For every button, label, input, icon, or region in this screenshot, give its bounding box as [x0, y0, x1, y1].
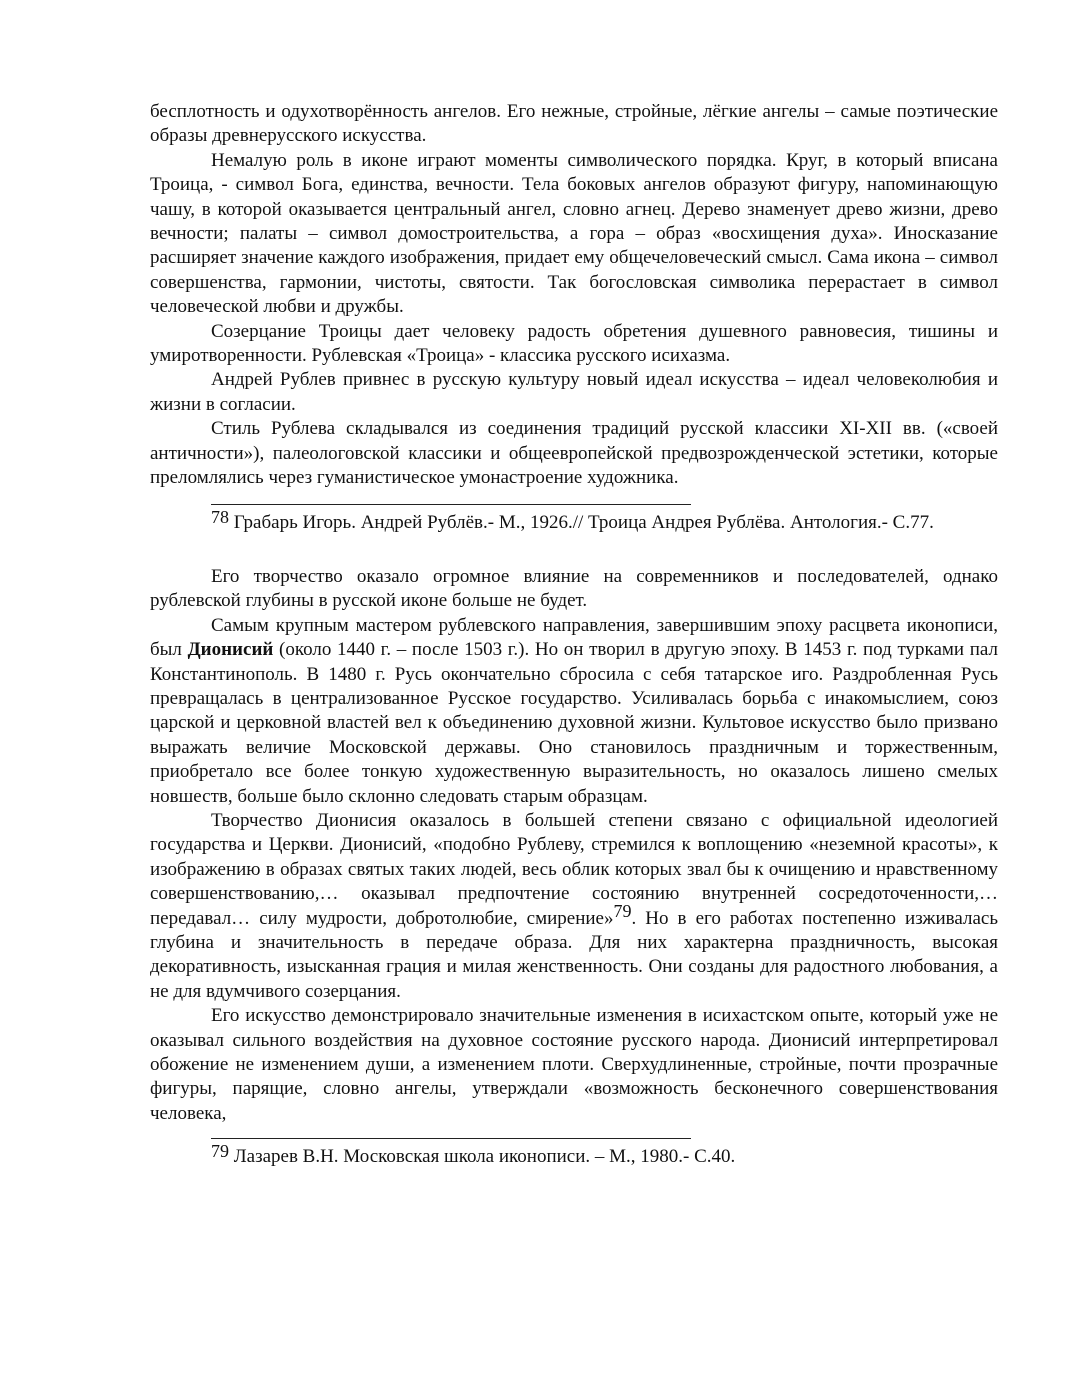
footnote-text: Грабарь Игорь. Андрей Рублёв.- М., 1926.// Троица Андрея Рублёва. Антология.- С.77.	[229, 511, 934, 533]
footnote-separator	[211, 1138, 691, 1139]
footnote-separator	[211, 504, 691, 505]
paragraph-angels: бесплотность и одухотворённость ангелов. Его нежные, стройные, лёгкие ангелы – самые поэтические образы древнерусского искусства.	[150, 101, 998, 147]
footnote-79	[150, 1141, 998, 1169]
paragraph-contemplation: Созерцание Троицы дает человеку радость обретения душевного равновесия, тишины и умиротворенности. Рублевская «Троица» - классика русского исихазма.	[150, 320, 998, 367]
footnote-reference: 79	[613, 900, 632, 921]
footnote-number: 78	[211, 506, 229, 527]
footnote-number: 79	[211, 1141, 229, 1162]
paragraph-hesychasm: Его искусство демонстрировало значительные изменения в исихастском опыте, который уже не оказывал сильного воздействия на духовное состояние русского народа. Дионисий интерпретировал обожение не изменением души, а изменением плоти. Сверхудлиненные, стройные, почти прозрачные фигуры, парящие, словно ангелы, утверждали «возможность бесконечного совершенствования человека,	[150, 1005, 998, 1124]
paragraph-symbolism: Немалую роль в иконе играют моменты символического порядка. Круг, в который вписана Троица, - символ Бога, единства, вечности. Тела боковых ангелов образуют фигуру, напоминающую чашу, в которой оказывается центральный ангел, словно агнец. Дерево знаменует древо жизни, древо вечности; палаты – символ домостроительства, а гора – образ «восхищения духа». Иносказание расширяет значение каждого изображения, придает ему общечеловеческий смысл. Сама икона – символ совершенства, гармонии, чистоты, святости. Так богословская символика перерастает в символ человеческой любви и дружбы.	[150, 149, 998, 318]
paragraph-dionisy-ideology: Творчество Дионисия оказалось в большей степени связано с официальной идеологией государства и Церкви. Дионисий, «подобно Рублеву, стремился к воплощению «неземной красоты», к изображению в образах святых таких людей, весь облик которых звал бы к очищению и нравственному совершенствованию,… оказывал предпочтение состоянию внутренней сосредоточенности,… передавал… силу мудрости, добротолюбие, смирение»79. Но в его работах постепенно изживалась глубина и значительность в передаче образа. Для них характерна праздничность, высокая декоративность, изысканная грация и милая женственность. Они созданы для радостного любования, а не для вдумчивого созерцания.	[150, 809, 998, 1002]
name-dionisy: Дионисий	[187, 639, 274, 661]
paragraph-rublev-style: Стиль Рублева складывался из соединения традиций русской классики XI-XII вв. («своей античности»), палеологовской классики и общеевропейской предвозрожденческой эстетики, которые преломлялись через гуманистическое умонастроение художника.	[150, 418, 998, 489]
paragraph-influence: Его творчество оказало огромное влияние на современников и последователей, однако рублевской глубины в русской иконе больше не будет.	[150, 565, 998, 612]
footnote-78	[150, 506, 998, 535]
footnote-text: Лазарев В.Н. Московская школа иконописи. – М., 1980.- С.40.	[229, 1146, 736, 1168]
document-page	[150, 100, 998, 1170]
paragraph-dionisy: Самым крупным мастером рублевского направления, завершившим эпоху расцвета иконописи, был Дионисий (около 1440 г. – после 1503 г.). Но он творил в другую эпоху. В 1453 г. под турками пал Константинополь. В 1480 г. Русь окончательно сбросила с себя татарское иго. Раздробленная Русь превращалась в централизованное Русское государство. Усиливалась борьба с инакомыслием, союз царской и церковной властей вел к объединению духовной жизни. Культовое искусство было призвано выражать величие Московской державы. Оно становилось праздничным и торжественным, приобретало все более тонкую художественную выразительность, но оказалось лишено смелых новшеств, больше было склонно следовать старым образцам.	[150, 614, 999, 807]
paragraph-rublev-ideal: Андрей Рублев привнес в русскую культуру новый идеал искусства – идеал человеколюбия и жизни в согласии.	[150, 369, 998, 415]
